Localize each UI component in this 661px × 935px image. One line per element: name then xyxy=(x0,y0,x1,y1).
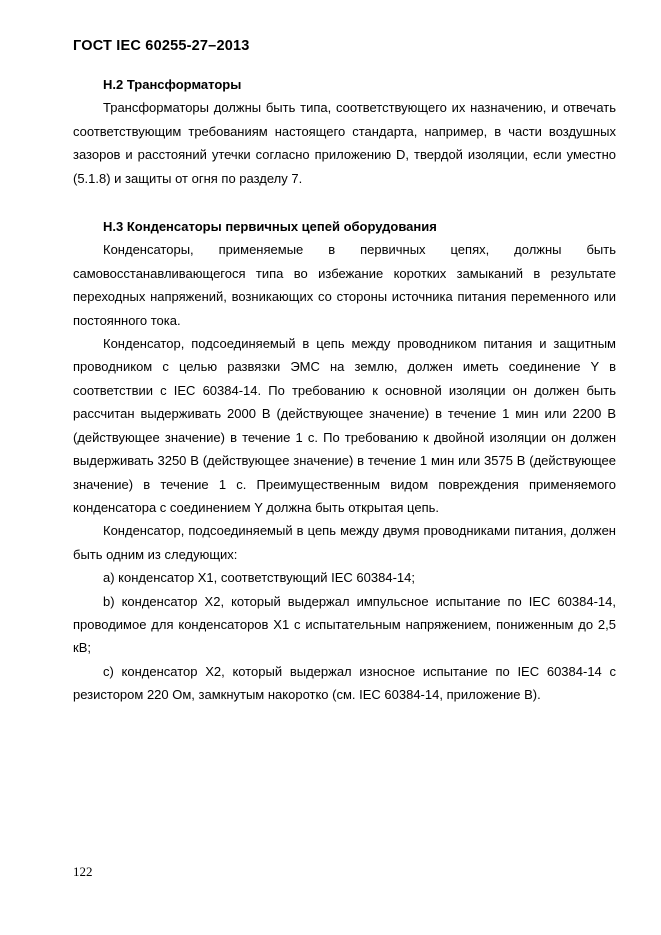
paragraph-transformers: Трансформаторы должны быть типа, соответствующего их назначению, и отвечать соответствующим требованиям настоящего стандарта, например, в части воздушных зазоров и расстояний утечки согласно приложению D, твердой изоляции, если уместно (5.1.8) и защиты от огня по разделу 7. xyxy=(73,100,616,186)
section-heading-transformers: Н.2 Трансформаторы xyxy=(103,77,242,92)
section-heading-capacitors: Н.3 Конденсаторы первичных цепей оборудования xyxy=(103,219,437,235)
document-body xyxy=(73,73,616,707)
list-item-b: b) конденсатор X2, который выдержал импульсное испытание по IEC 60384-14, проводимое для конденсаторов X1 с испытательным напряжением, пониженным до 2,5 кВ; xyxy=(73,593,616,656)
list-item-a: a) конденсатор X1, соответствующий IEC 60384-14; xyxy=(103,570,415,586)
section-spacer xyxy=(73,190,616,215)
paragraph-capacitor-between-conductors: Конденсатор, подсоединяемый в цепь между двумя проводниками питания, должен быть одним из следующих: xyxy=(73,523,616,562)
list-item-c: c) конденсатор X2, который выдержал износное испытание по IEC 60384-14 с резистором 220 Ом, замкнутым накоротко (см. IEC 60384-14, приложение В). xyxy=(73,663,616,703)
page-number: 122 xyxy=(73,864,93,879)
paragraph-capacitors-intro: Конденсаторы, применяемые в первичных цепях, должны быть самовосстанавливающегося типа во избежание коротких замыканий в результате переходных напряжений, возникающих со стороны источника питания переменного или постоянного тока. xyxy=(73,242,616,328)
page-header-standard-id: ГОСТ IEC 60255-27–2013 xyxy=(73,38,250,54)
paragraph-capacitor-y: Конденсатор, подсоединяемый в цепь между проводником питания и защитным проводником с целью развязки ЭМС на землю, должен иметь соединение Y в соответствии с IEC 60384-14. По требованию к основной изоляции он должен быть рассчитан выдерживать 2000 В (действующее значение) в течение 1 мин или 2200 В (действующее значение) в течение 1 с. По требованию к двойной изоляции он должен выдерживать 3250 В (действующее значение) в течение 1 мин или 3575 В (действующее значение) в течение 1 с. Преимущественным видом повреждения применяемого конденсатора с соединением Y должна быть открытая цепь. xyxy=(73,336,616,515)
